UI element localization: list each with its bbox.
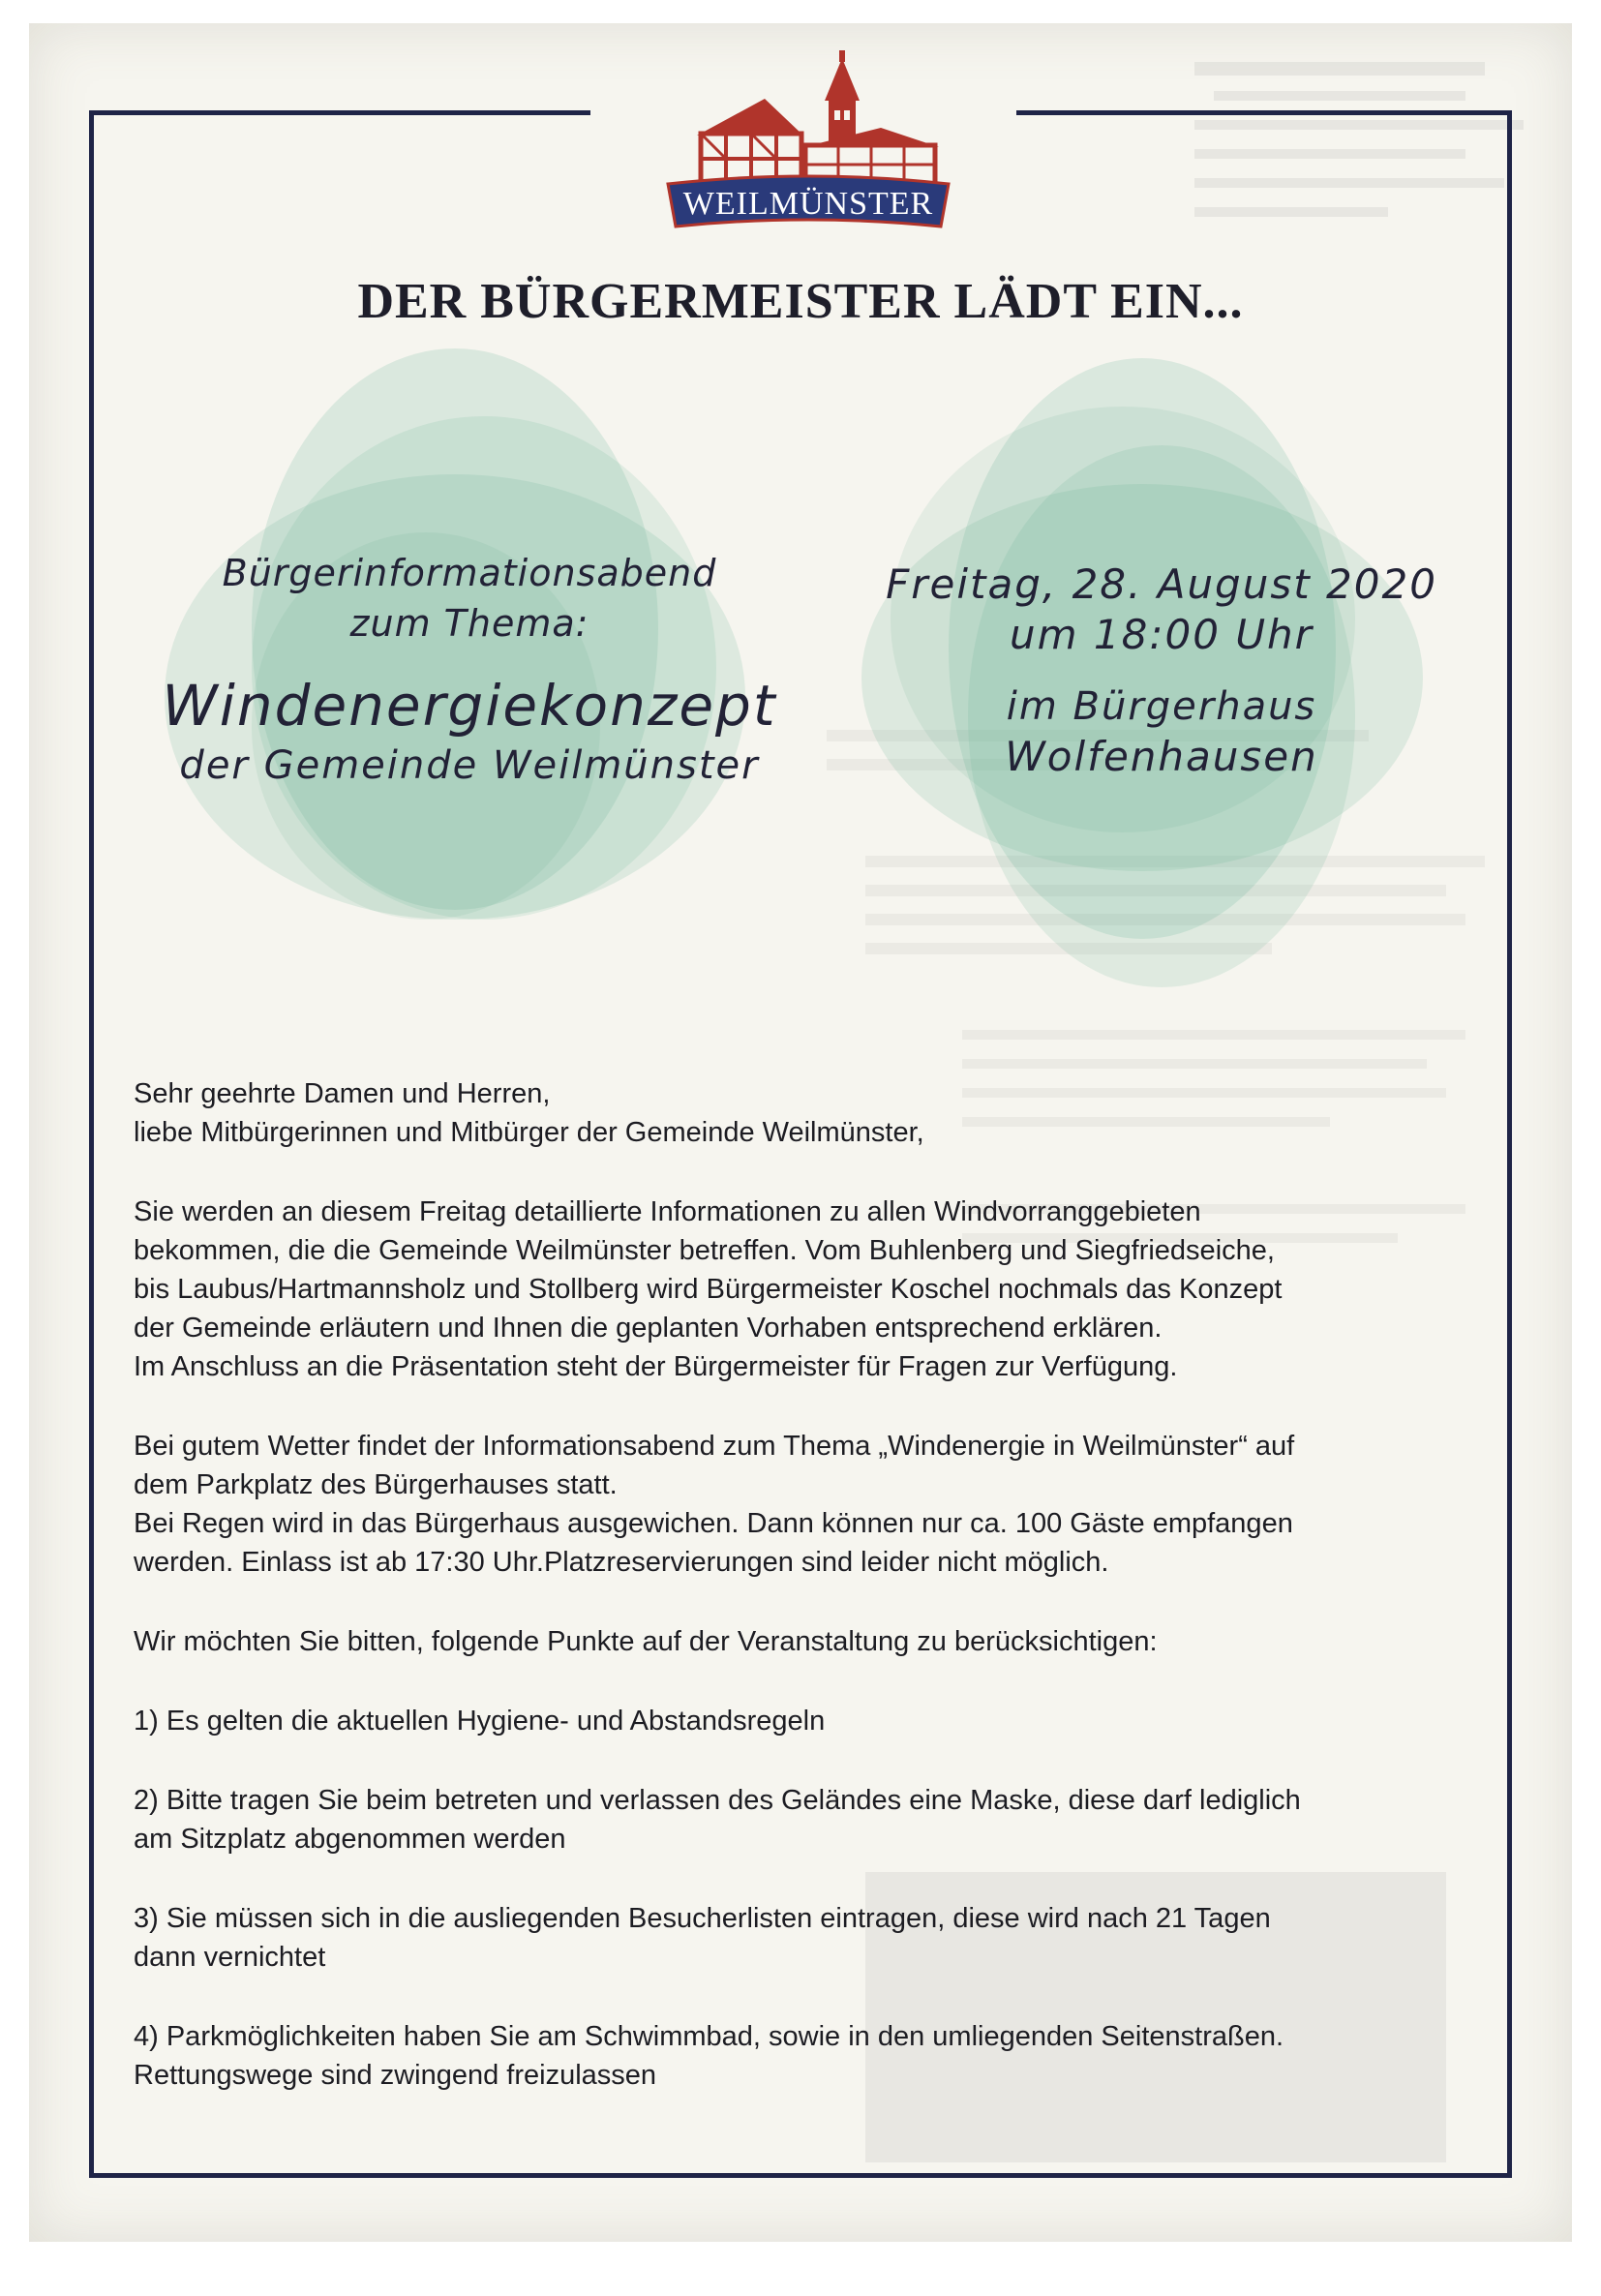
event-date: Freitag, 28. August 2020 — [886, 560, 1437, 608]
paragraph-line: Wir möchten Sie bitten, folgende Punkte auf der Veranstaltung zu berücksichtigen: — [134, 1626, 1158, 1657]
logo-text: WEILMÜNSTER — [682, 186, 934, 222]
paragraph-info — [134, 1193, 1498, 1386]
letter-body — [134, 1074, 1498, 2135]
paragraph-line: Bei Regen wird in das Bürgerhaus ausgewichen. Dann können nur ca. 100 Gäste empfangen — [134, 1508, 1293, 1539]
point-line: 2) Bitte tragen Sie beim betreten und verlassen des Geländes eine Maske, diese darf lediglich — [134, 1785, 1301, 1816]
event-topic-label: zum Thema: — [349, 602, 589, 645]
greeting-line: Sehr geehrte Damen und Herren, — [134, 1078, 551, 1109]
paragraph-weather — [134, 1427, 1498, 1582]
event-details-block — [852, 559, 1471, 782]
paragraph-line: bekommen, die die Gemeinde Weilmünster betreffen. Vom Buhlenberg und Siegfriedseiche, — [134, 1235, 1275, 1266]
paragraph-line: Bei gutem Wetter findet der Informationsabend zum Thema „Windenergie in Weilmünster“ auf — [134, 1431, 1295, 1462]
point-line: 4) Parkmöglichkeiten haben Sie am Schwimmbad, sowie in den umliegenden Seitenstraßen. — [134, 2021, 1284, 2052]
event-place: im Bürgerhaus — [1006, 684, 1317, 729]
event-time: um 18:00 Uhr — [1010, 611, 1314, 658]
paragraph-line: Im Anschluss an die Präsentation steht der Bürgermeister für Fragen zur Verfügung. — [134, 1351, 1178, 1382]
point-line: dann vernichtet — [134, 1942, 326, 1973]
event-topic-block — [145, 548, 794, 790]
paragraph-line: der Gemeinde erläutern und Ihnen die geplanten Vorhaben entsprechend erklären. — [134, 1313, 1163, 1344]
point-line: 3) Sie müssen sich in die ausliegenden Besucherlisten eintragen, diese wird nach 21 Tagen — [134, 1903, 1271, 1934]
event-topic-sub: der Gemeinde Weilmünster — [179, 743, 760, 788]
paragraph-line: dem Parkplatz des Bürgerhauses statt. — [134, 1469, 618, 1500]
headline: DER BÜRGERMEISTER LÄDT EIN... — [357, 274, 1244, 329]
paragraph-line: werden. Einlass ist ab 17:30 Uhr.Platzreservierungen sind leider nicht möglich. — [134, 1547, 1109, 1578]
point-item — [134, 2017, 1498, 2095]
event-place-name: Wolfenhausen — [1005, 733, 1318, 780]
event-type: Bürgerinformationsabend — [222, 552, 717, 594]
paragraph-line: bis Laubus/Hartmannsholz und Stollberg wird Bürgermeister Koschel nochmals das Konzept — [134, 1274, 1283, 1305]
point-item — [134, 1781, 1498, 1858]
request-line — [134, 1622, 1498, 1661]
event-topic: Windenergiekonzept — [162, 673, 777, 739]
point-line: am Sitzplatz abgenommen werden — [134, 1824, 566, 1855]
weilmuenster-logo — [658, 50, 958, 234]
point-line: 1) Es gelten die aktuellen Hygiene- und Abstandsregeln — [134, 1706, 826, 1737]
greeting-line: liebe Mitbürgerinnen und Mitbürger der Gemeinde Weilmünster, — [134, 1117, 924, 1148]
greeting — [134, 1074, 1498, 1152]
point-item — [134, 1702, 1498, 1740]
point-item — [134, 1899, 1498, 1977]
paragraph-line: Sie werden an diesem Freitag detaillierte Informationen zu allen Windvorranggebieten — [134, 1196, 1201, 1227]
point-line: Rettungswege sind zwingend freizulassen — [134, 2060, 657, 2091]
